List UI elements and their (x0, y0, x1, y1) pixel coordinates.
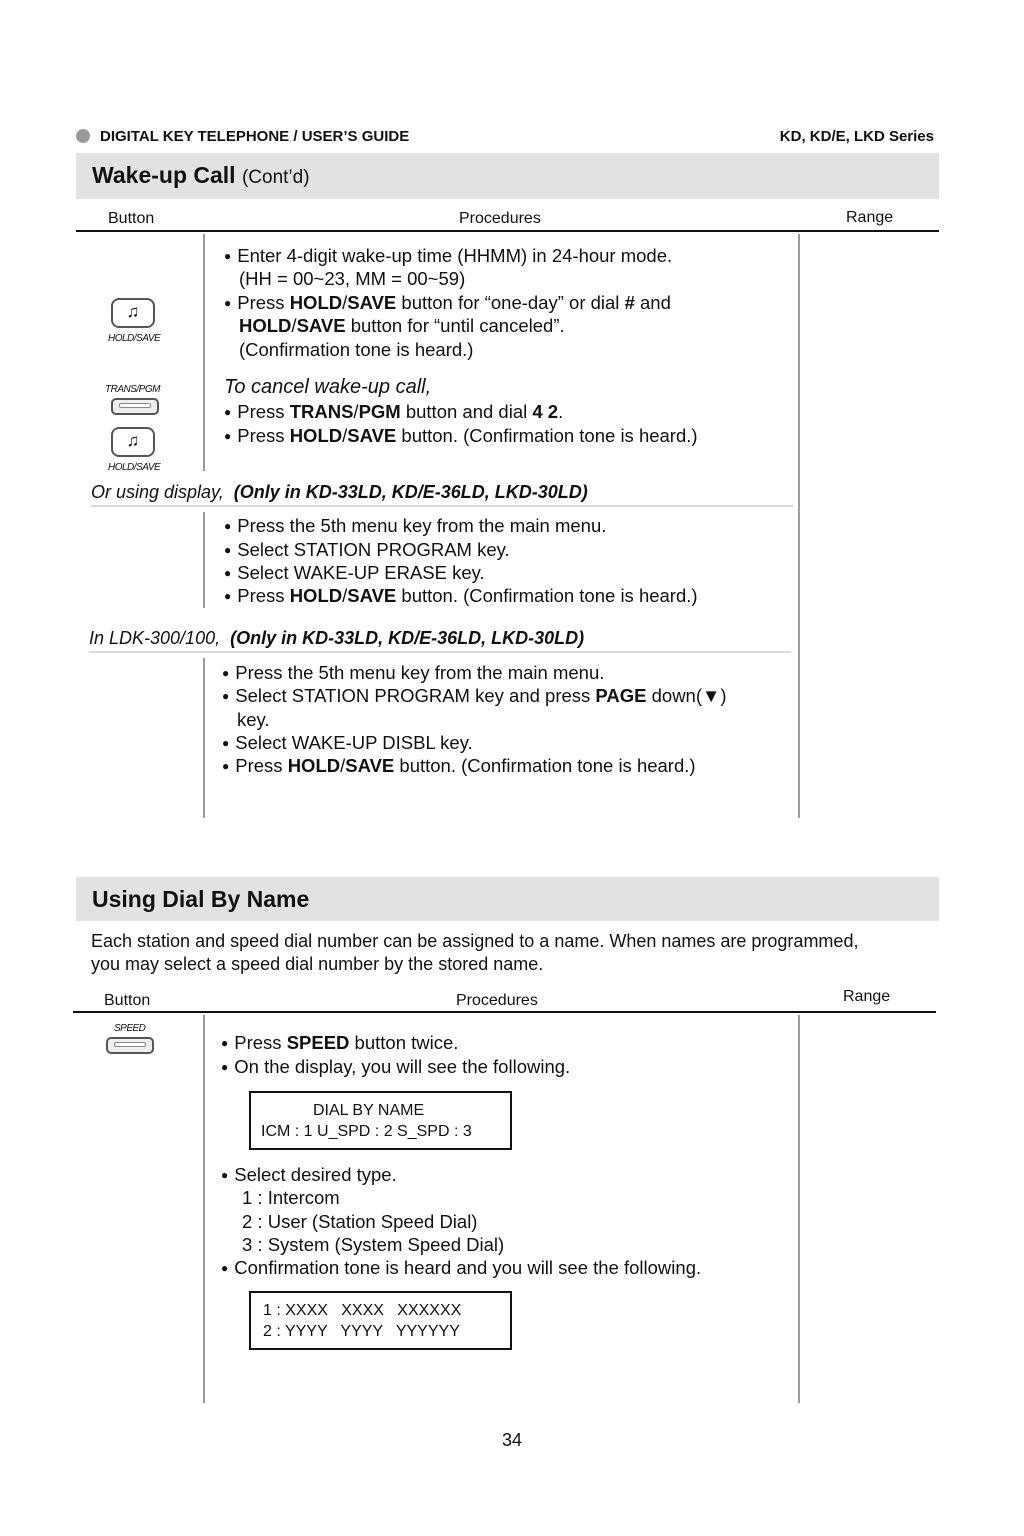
lcd-display-entries (249, 1291, 512, 1350)
hold-save-label: HOLD/SAVE (108, 333, 161, 344)
intro-line-2: you may select a speed dial number by the stored name. (91, 954, 544, 974)
col-procedures: Procedures (459, 210, 541, 227)
col-button: Button (108, 210, 155, 227)
intro-line-1: Each station and speed dial number can be assigned to a name. When names are programmed, (91, 931, 859, 951)
hold-save-button-icon: ♫ (111, 427, 155, 457)
ldk-step-2: ● Select STATION PROGRAM key and press PAGE down(▼) (222, 684, 726, 711)
lcd-line-2: 2 : YYYY YYYY YYYYYY (263, 1323, 460, 1340)
col-range: Range (843, 988, 891, 1005)
column-divider (203, 658, 205, 818)
step-time-range: (HH = 00~23, MM = 00~59) (239, 268, 466, 289)
page-number: 34 (501, 1430, 523, 1450)
col-procedures: Procedures (456, 992, 538, 1009)
speed-step-4: ● Confirmation tone is heard and you will see the following. (221, 1256, 701, 1283)
bullet-dot-icon (76, 129, 90, 143)
subsection-rule (91, 505, 793, 507)
ldk-step-2-cont: key. (237, 709, 270, 730)
type-option: 2 : User (Station Speed Dial) (242, 1211, 478, 1232)
step-confirmation: (Confirmation tone is heard.) (239, 339, 474, 360)
cancel-step-1: ● Press TRANS/PGM button and dial 4 2. (224, 400, 563, 427)
table-rule (76, 230, 939, 232)
col-range: Range (846, 209, 894, 226)
section-band-wakeup (76, 153, 939, 199)
column-divider (203, 1015, 205, 1403)
display-step-3: ● Select WAKE-UP ERASE key. (224, 561, 485, 588)
lcd-display-dial-by-name (249, 1091, 512, 1150)
ldk-step-1: ● Press the 5th menu key from the main menu. (222, 661, 604, 688)
section-title: Using Dial By Name (92, 886, 310, 912)
lcd-line-1: DIAL BY NAME (313, 1102, 425, 1119)
section-title: Wake-up Call (Cont’d) (92, 162, 310, 188)
table-rule (73, 1011, 936, 1013)
column-divider (203, 234, 205, 471)
column-divider (798, 234, 800, 818)
display-step-4: ● Press HOLD/SAVE button. (Confirmation tone is heard.) (224, 584, 698, 611)
ldk-step-3: ● Select WAKE-UP DISBL key. (222, 731, 473, 758)
section-band-dial-by-name (76, 877, 939, 921)
column-divider (203, 512, 205, 608)
speed-step-1: ● Press SPEED button twice. (221, 1031, 458, 1058)
subsection-rule (89, 651, 791, 653)
column-divider (798, 1015, 800, 1403)
display-step-1: ● Press the 5th menu key from the main menu. (224, 514, 606, 541)
hold-save-button-icon: ♫ (111, 298, 155, 328)
trans-pgm-label: TRANS/PGM (105, 384, 160, 395)
type-option: 1 : Intercom (242, 1187, 340, 1208)
speed-label: SPEED (114, 1023, 146, 1034)
speed-step-3: ● Select desired type. (221, 1163, 397, 1190)
type-option: 3 : System (System Speed Dial) (242, 1234, 505, 1255)
step-enter-time: ● Enter 4-digit wake-up time (HHMM) in 24-hour mode. (224, 244, 672, 271)
cancel-heading: To cancel wake-up call, (224, 376, 432, 398)
ldk-heading: In LDK-300/100, (Only in KD-33LD, KD/E-36LD, LKD-30LD) (89, 628, 585, 648)
display-step-2: ● Select STATION PROGRAM key. (224, 538, 510, 565)
display-heading: Or using display, (Only in KD-33LD, KD/E-36LD, LKD-30LD) (91, 482, 588, 502)
guide-title: DIGITAL KEY TELEPHONE / USER’S GUIDE (100, 128, 410, 145)
speed-button-icon (106, 1037, 154, 1054)
lcd-line-2: ICM : 1 U_SPD : 2 S_SPD : 3 (261, 1123, 472, 1140)
ldk-step-4: ● Press HOLD/SAVE button. (Confirmation tone is heard.) (222, 754, 696, 781)
step-until-canceled: HOLD/SAVE button for “until canceled”. (239, 315, 565, 336)
hold-save-label: HOLD/SAVE (108, 462, 161, 473)
col-button: Button (104, 992, 151, 1009)
trans-pgm-button-icon (111, 398, 159, 415)
lcd-line-1: 1 : XXXX XXXX XXXXXX (263, 1302, 462, 1319)
step-press-hold-save: ● Press HOLD/SAVE button for “one-day” or dial # and (224, 291, 671, 318)
cancel-step-2: ● Press HOLD/SAVE button. (Confirmation tone is heard.) (224, 424, 698, 451)
series-label: KD, KD/E, LKD Series (779, 128, 934, 145)
speed-step-2: ● On the display, you will see the following. (221, 1055, 570, 1082)
